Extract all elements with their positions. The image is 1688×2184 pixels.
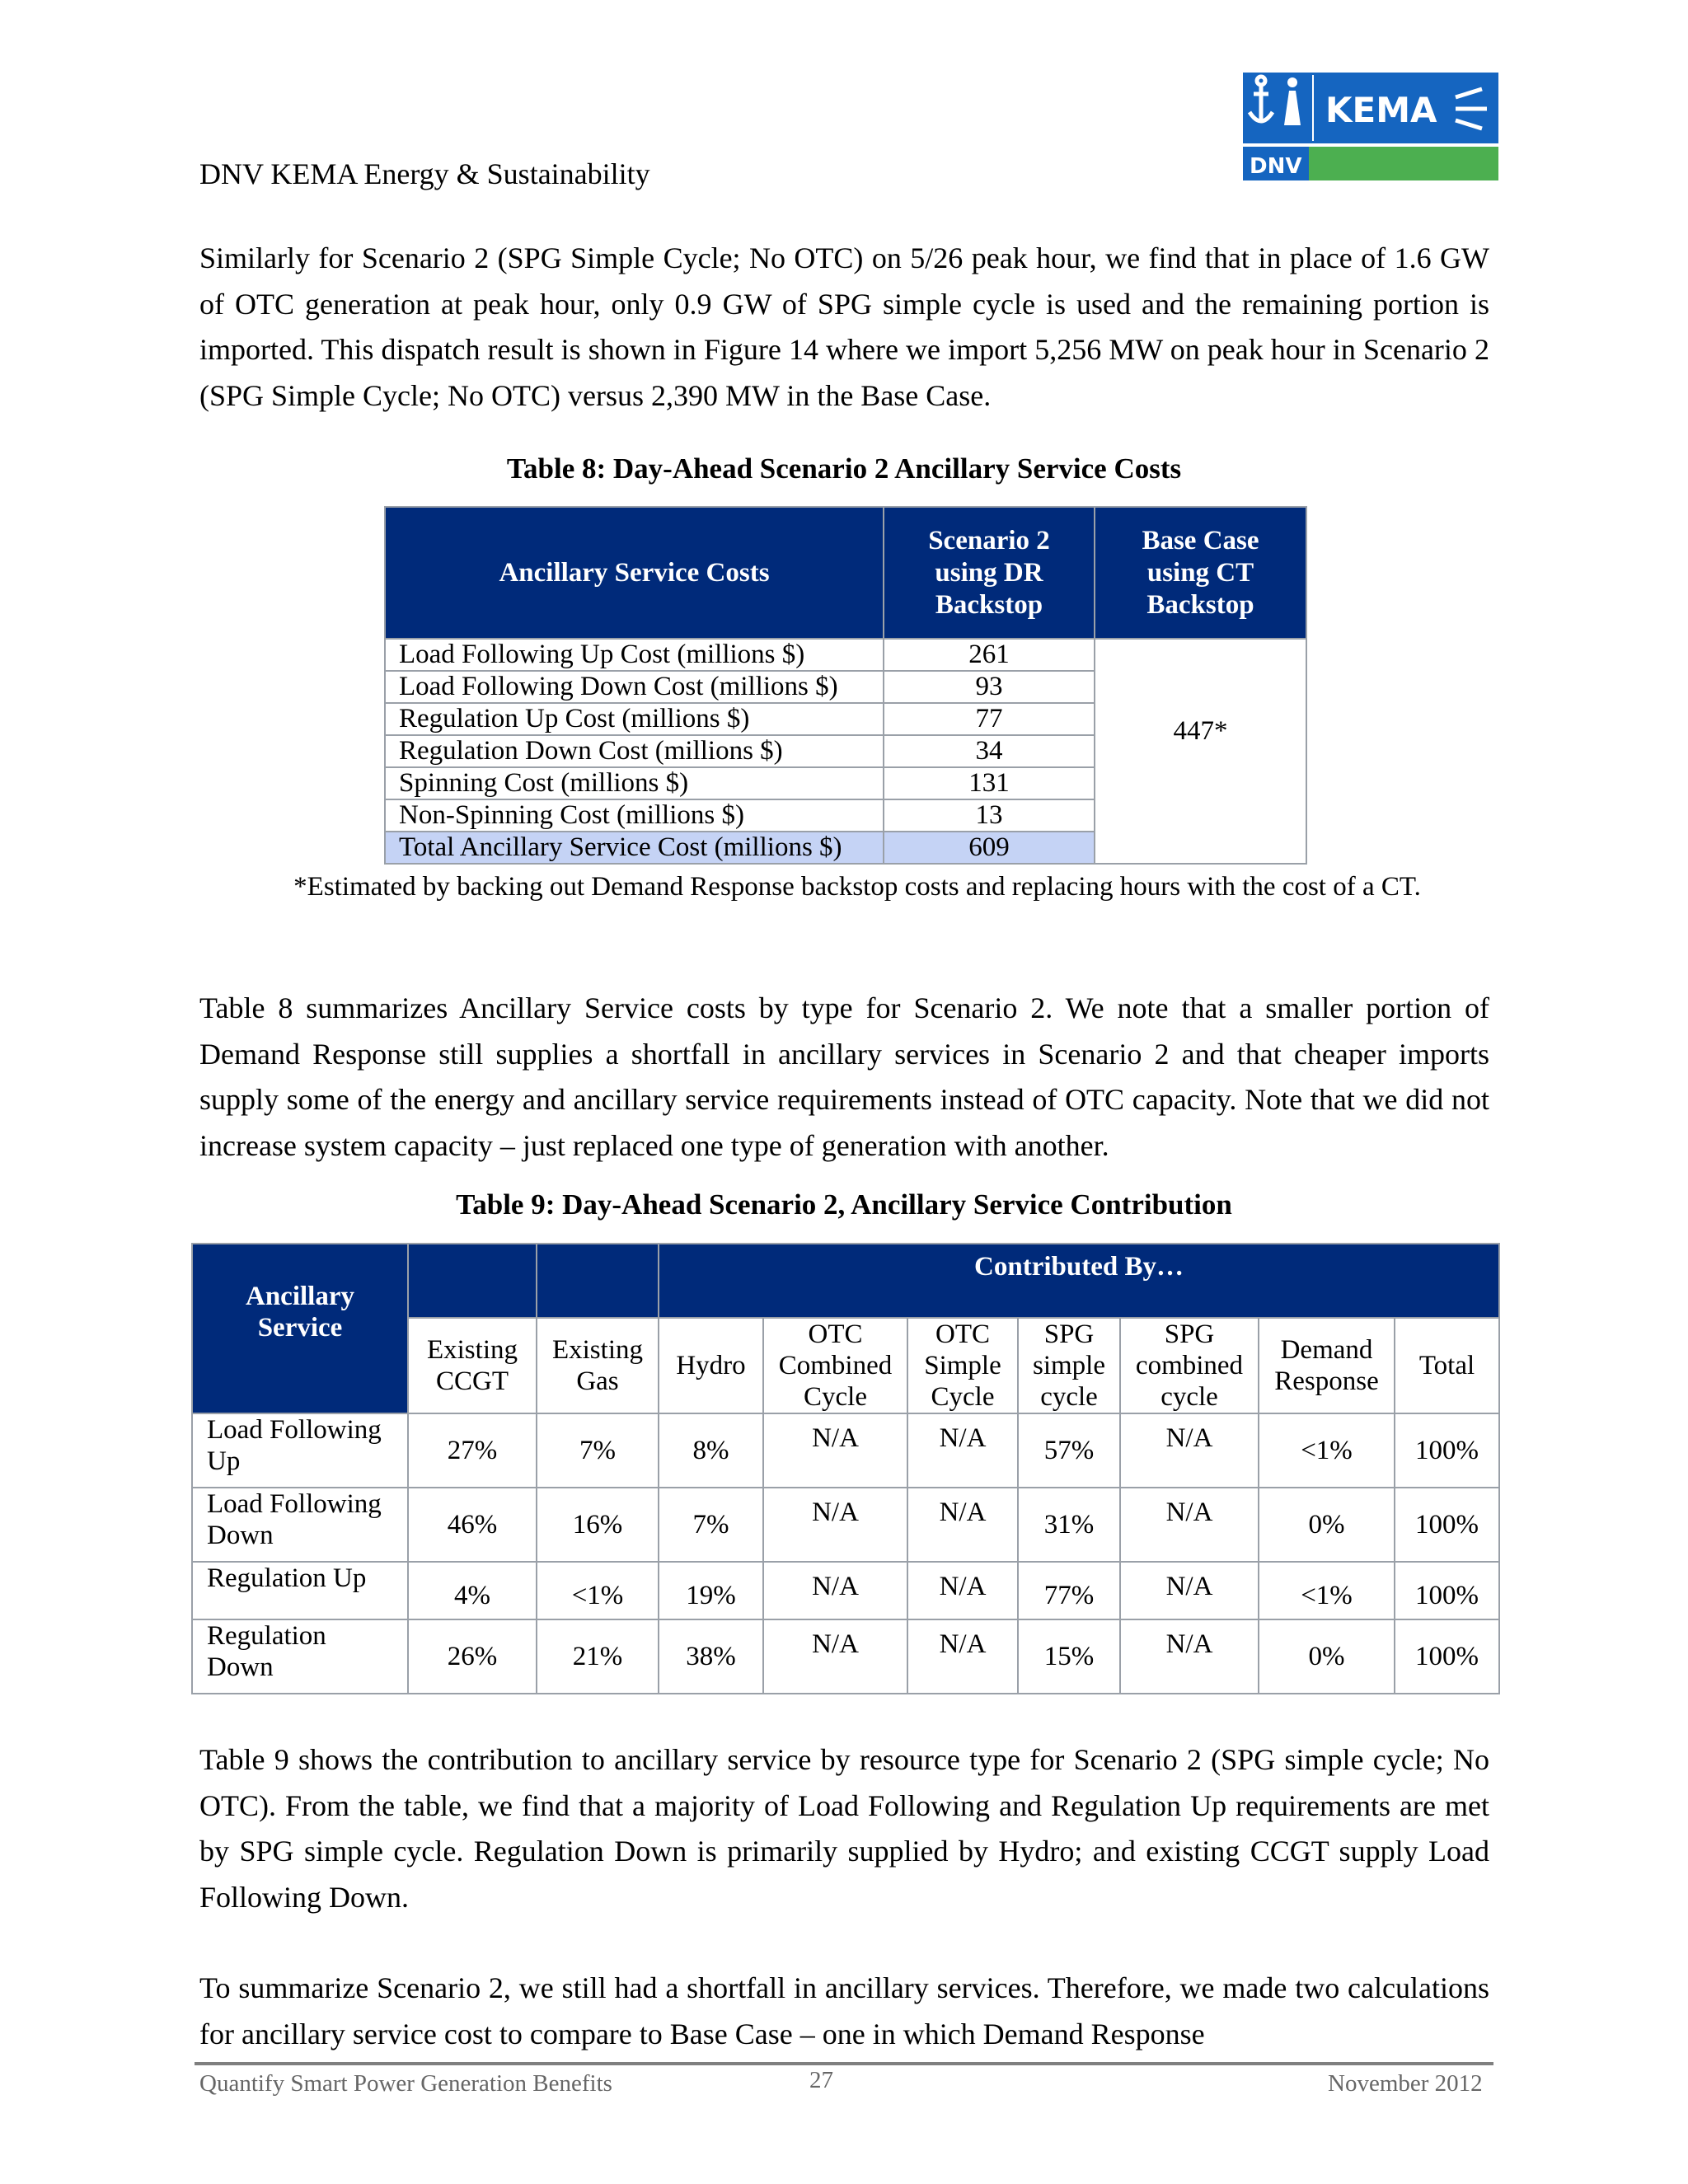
table9-cell: 8% xyxy=(659,1413,763,1488)
table9-cell: 27% xyxy=(408,1413,537,1488)
table8-row-value: 13 xyxy=(884,799,1095,832)
table8-row-value: 34 xyxy=(884,735,1095,767)
table9-cell: 100% xyxy=(1395,1562,1499,1619)
table9-col-header: Total xyxy=(1395,1318,1499,1413)
table9-cell: 0% xyxy=(1259,1619,1395,1694)
table9-row-label: Load Following Down xyxy=(192,1488,408,1562)
table9-cell: 46% xyxy=(408,1488,537,1562)
table9-cell: N/A xyxy=(1120,1413,1259,1488)
table-row xyxy=(192,1488,1499,1562)
kema-dnv-logo xyxy=(1243,73,1498,180)
table9-cell: 21% xyxy=(537,1619,659,1694)
table9-cell: 7% xyxy=(537,1413,659,1488)
header-org: DNV KEMA Energy & Sustainability xyxy=(199,157,650,190)
paragraph-2: Table 8 summarizes Ancillary Service costs by type for Scenario 2. We note that a smaller portion of Demand Response still supplies a shortfall in ancillary services in Scenario 2 and that cheaper imports supply some of the energy and ancillary service requirements instead of OTC capacity. Note that we did not increase system capacity – just replaced one type of generation with another. xyxy=(199,991,1489,1162)
table8-total-label: Total Ancillary Service Cost (millions $) xyxy=(385,832,884,864)
table9-col-header: OTC Combined Cycle xyxy=(763,1318,907,1413)
table8-row-value: 131 xyxy=(884,767,1095,799)
table8-row-value: 93 xyxy=(884,671,1095,703)
table8-row-value: 261 xyxy=(884,639,1095,671)
table9-cell: <1% xyxy=(1259,1562,1395,1619)
table9-cell: <1% xyxy=(1259,1413,1395,1488)
table9-cell: N/A xyxy=(907,1619,1018,1694)
table9-row-label: Load Following Up xyxy=(192,1413,408,1488)
table9-cell: 31% xyxy=(1018,1488,1120,1562)
table9-row-label: Regulation Up xyxy=(192,1562,408,1619)
table9-cell: N/A xyxy=(763,1488,907,1562)
table9-cell: 16% xyxy=(537,1488,659,1562)
table9-cell: <1% xyxy=(537,1562,659,1619)
table9-cell: 38% xyxy=(659,1619,763,1694)
table9-cell: N/A xyxy=(907,1562,1018,1619)
table9-header-blank xyxy=(408,1244,537,1318)
table9-col-header: Demand Response xyxy=(1259,1318,1395,1413)
table9-cell: 57% xyxy=(1018,1413,1120,1488)
table8-header-scenario2: Scenario 2 using DR Backstop xyxy=(884,507,1095,639)
table9-header-blank xyxy=(537,1244,659,1318)
table9-cell: 26% xyxy=(408,1619,537,1694)
table9-caption: Table 9: Day-Ahead Scenario 2, Ancillary Service Contribution xyxy=(456,1188,1232,1221)
table9-cell: 77% xyxy=(1018,1562,1120,1619)
table9-cell: N/A xyxy=(1120,1488,1259,1562)
logo-kema-text: KEMA xyxy=(1325,90,1437,130)
table8-total-value: 609 xyxy=(884,832,1095,864)
table9-col-header: SPG simple cycle xyxy=(1018,1318,1120,1413)
table8-row-label: Regulation Down Cost (millions $) xyxy=(385,735,884,767)
table9-cell: N/A xyxy=(763,1619,907,1694)
table9-cell: N/A xyxy=(763,1562,907,1619)
table-row xyxy=(385,639,1306,671)
table8-row-label: Non-Spinning Cost (millions $) xyxy=(385,799,884,832)
table9-cell: 0% xyxy=(1259,1488,1395,1562)
table8-footnote: *Estimated by backing out Demand Response backstop costs and replacing hours with the cost of a CT. xyxy=(293,872,1421,902)
table8-row-label: Load Following Up Cost (millions $) xyxy=(385,639,884,671)
table8-row-label: Load Following Down Cost (millions $) xyxy=(385,671,884,703)
table9-cell: 100% xyxy=(1395,1413,1499,1488)
table8-row-label: Regulation Up Cost (millions $) xyxy=(385,703,884,735)
table8 xyxy=(384,506,1307,865)
table9-cell: 100% xyxy=(1395,1619,1499,1694)
table9-col-header: Existing CCGT xyxy=(408,1318,537,1413)
table9-cell: 7% xyxy=(659,1488,763,1562)
table9-header-contributed-by: Contributed By… xyxy=(659,1244,1499,1318)
table9-cell: N/A xyxy=(763,1413,907,1488)
footer-date: November 2012 xyxy=(1328,2070,1483,2097)
table-row xyxy=(192,1619,1499,1694)
paragraph-3: Table 9 shows the contribution to ancillary service by resource type for Scenario 2 (SPG simple cycle; No OTC). From the table, we find that a majority of Load Following and Regulation Up requirements are met by SPG simple cycle. Regulation Down is primarily supplied by Hydro; and existing CCGT supply Load Following Down. xyxy=(199,1743,1489,1914)
table8-row-label: Spinning Cost (millions $) xyxy=(385,767,884,799)
footer-document-title: Quantify Smart Power Generation Benefits xyxy=(199,2070,612,2097)
table9-cell: 100% xyxy=(1395,1488,1499,1562)
paragraph-4: To summarize Scenario 2, we still had a shortfall in ancillary services. Therefore, we made two calculations for ancillary service cost to compare to Base Case – one in which Demand Response xyxy=(199,1971,1489,2050)
table9-cell: 15% xyxy=(1018,1619,1120,1694)
table9-col-header: OTC Simple Cycle xyxy=(907,1318,1018,1413)
footer-divider xyxy=(195,2062,1493,2065)
paragraph-1: Similarly for Scenario 2 (SPG Simple Cycle; No OTC) on 5/26 peak hour, we find that in place of 1.6 GW of OTC generation at peak hour, only 0.9 GW of SPG simple cycle is used and the remaining portion is imported. This dispatch result is shown in Figure 14 where we import 5,256 MW on peak hour in Scenario 2 (SPG Simple Cycle; No OTC) versus 2,390 MW in the Base Case. xyxy=(199,241,1489,412)
table8-caption: Table 8: Day-Ahead Scenario 2 Ancillary Service Costs xyxy=(506,452,1182,485)
table9-cell: N/A xyxy=(907,1413,1018,1488)
table9-cell: N/A xyxy=(1120,1562,1259,1619)
table9-col-header: SPG combined cycle xyxy=(1120,1318,1259,1413)
table9-cell: N/A xyxy=(907,1488,1018,1562)
footer-page-number: 27 xyxy=(809,2067,833,2093)
table9-cell: N/A xyxy=(1120,1619,1259,1694)
table9-col-header: Hydro xyxy=(659,1318,763,1413)
table8-base-case-value: 447* xyxy=(1095,639,1306,864)
table8-row-value: 77 xyxy=(884,703,1095,735)
table9-header-row-1 xyxy=(192,1244,1499,1318)
table-row xyxy=(192,1413,1499,1488)
table8-header-service: Ancillary Service Costs xyxy=(385,507,884,639)
table9-cell: 4% xyxy=(408,1562,537,1619)
table8-header-row xyxy=(385,507,1306,639)
table9-cell: 19% xyxy=(659,1562,763,1619)
table-row xyxy=(192,1562,1499,1619)
logo-dnv-text: DNV xyxy=(1250,154,1302,179)
table9-col-header: Existing Gas xyxy=(537,1318,659,1413)
table9-header-service: Ancillary Service xyxy=(192,1244,408,1413)
table9-row-label: Regulation Down xyxy=(192,1619,408,1694)
table8-header-basecase: Base Case using CT Backstop xyxy=(1095,507,1306,639)
table9 xyxy=(191,1243,1500,1694)
